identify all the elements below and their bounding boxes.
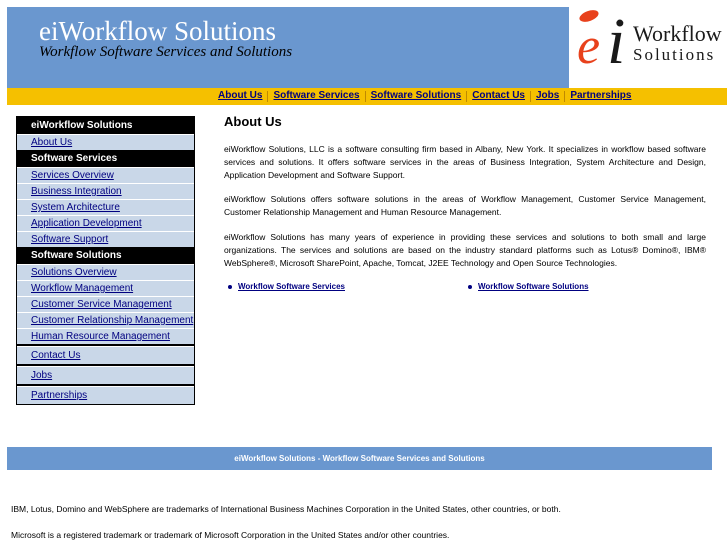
intro-paragraph: eiWorkflow Solutions, LLC is a software consulting firm based in Albany, New York. It specializes in workflow based software services and solutions. It offers software services in the areas of Business Integration, System Architecture and Design, Application Development and Software Support. [224, 144, 706, 180]
footer-bar: eiWorkflow Solutions - Workflow Software Services and Solutions [7, 447, 712, 470]
topnav-contact-us[interactable]: Contact Us [472, 90, 525, 101]
sidebar-header-software-solutions: Software Solutions [17, 247, 194, 264]
header-banner [7, 7, 727, 88]
sidebar-item-customer-service-management[interactable] [17, 296, 194, 312]
topnav-jobs[interactable]: Jobs [535, 90, 560, 101]
solutions-paragraph: eiWorkflow Solutions offers software solutions in the areas of Workflow Management, Customer Service Management, Customer Relationship Management and Human Resource Management. [224, 194, 706, 218]
sidebar-link[interactable]: Customer Relationship Management [31, 315, 194, 326]
list-item [464, 282, 704, 291]
sidebar-link[interactable]: Customer Service Management [31, 299, 172, 310]
sidebar-item-workflow-management[interactable] [17, 280, 194, 296]
sidebar-item-about-us[interactable] [17, 134, 194, 150]
sidebar-link[interactable]: Jobs [31, 370, 53, 381]
sidebar-header-software-services: Software Services [17, 150, 194, 167]
topnav-software-solutions[interactable]: Software Solutions [370, 90, 462, 101]
sidebar-link[interactable]: Human Resource Management [31, 331, 170, 342]
sidebar-item-business-integration[interactable] [17, 183, 194, 199]
bullet-icon [468, 285, 472, 289]
topnav-divider [267, 91, 268, 102]
logo-letter-e: e [577, 18, 601, 75]
sidebar-link[interactable]: Solutions Overview [31, 267, 117, 278]
sidebar-item-partnerships[interactable] [17, 386, 194, 404]
topnav-software-services[interactable]: Software Services [273, 90, 360, 101]
sidebar-link[interactable]: Business Integration [31, 186, 122, 197]
logo-word-solutions: Solutions [633, 45, 716, 64]
topnav-divider [530, 91, 531, 102]
sidebar-item-jobs[interactable] [17, 366, 194, 384]
sidebar-item-application-development[interactable] [17, 215, 194, 231]
bullet-icon [228, 285, 232, 289]
sidebar-item-human-resource-management[interactable] [17, 328, 194, 344]
sidebar-item-customer-relationship-management[interactable] [17, 312, 194, 328]
logo[interactable] [569, 7, 727, 88]
sidebar-item-contact-us[interactable] [17, 346, 194, 364]
sidebar-nav [16, 116, 195, 405]
topnav-partnerships[interactable]: Partnerships [570, 90, 632, 101]
sidebar-link[interactable]: About Us [31, 137, 73, 148]
sidebar-item-system-architecture[interactable] [17, 199, 194, 215]
sidebar-link[interactable]: System Architecture [31, 202, 120, 213]
site-title: eiWorkflow Solutions [39, 16, 277, 46]
sidebar-link[interactable]: Partnerships [31, 390, 88, 401]
site-tagline: Workflow Software Services and Solutions [39, 44, 293, 60]
logo-letter-i: i [607, 5, 626, 78]
sidebar-link[interactable]: Application Development [31, 218, 142, 229]
related-links [224, 282, 706, 291]
topnav-about-us[interactable]: About Us [218, 90, 263, 101]
sidebar-link[interactable]: Software Support [31, 234, 109, 245]
sidebar-item-services-overview[interactable] [17, 167, 194, 183]
link-workflow-software-services[interactable]: Workflow Software Services [238, 282, 345, 292]
list-item [224, 282, 464, 291]
trademark-notice-ibm: IBM, Lotus, Domino and WebSphere are trademarks of International Business Machines Corporation in the United States, other countries, or both. [11, 504, 561, 514]
trademark-notice-microsoft: Microsoft is a registered trademark or trademark of Microsoft Corporation in the United States and/or other countries. [11, 530, 450, 540]
sidebar-item-solutions-overview[interactable] [17, 264, 194, 280]
logo-word-workflow: Workflow [633, 21, 722, 46]
sidebar-item-software-support[interactable] [17, 231, 194, 247]
sidebar-link[interactable]: Services Overview [31, 170, 114, 181]
sidebar-link[interactable]: Workflow Management [31, 283, 134, 294]
topnav-divider [564, 91, 565, 102]
top-nav [7, 88, 727, 105]
topnav-divider [365, 91, 366, 102]
topnav-divider [466, 91, 467, 102]
sidebar-header-eiworkflow: eiWorkflow Solutions [17, 117, 194, 134]
link-workflow-software-solutions[interactable]: Workflow Software Solutions [478, 282, 589, 292]
page-title: About Us [224, 114, 282, 129]
main-content [224, 114, 706, 291]
sidebar-link[interactable]: Contact Us [31, 350, 81, 361]
experience-paragraph: eiWorkflow Solutions has many years of experience in providing these services and solutions to both small and large organizations. The services and solutions are based on the industry standard platforms such as Lotus® Domino®, IBM® WebSphere®, Microsoft SharePoint, Apache, Tomcat, J2EE Technology and Open Source Technologies. [224, 231, 706, 268]
